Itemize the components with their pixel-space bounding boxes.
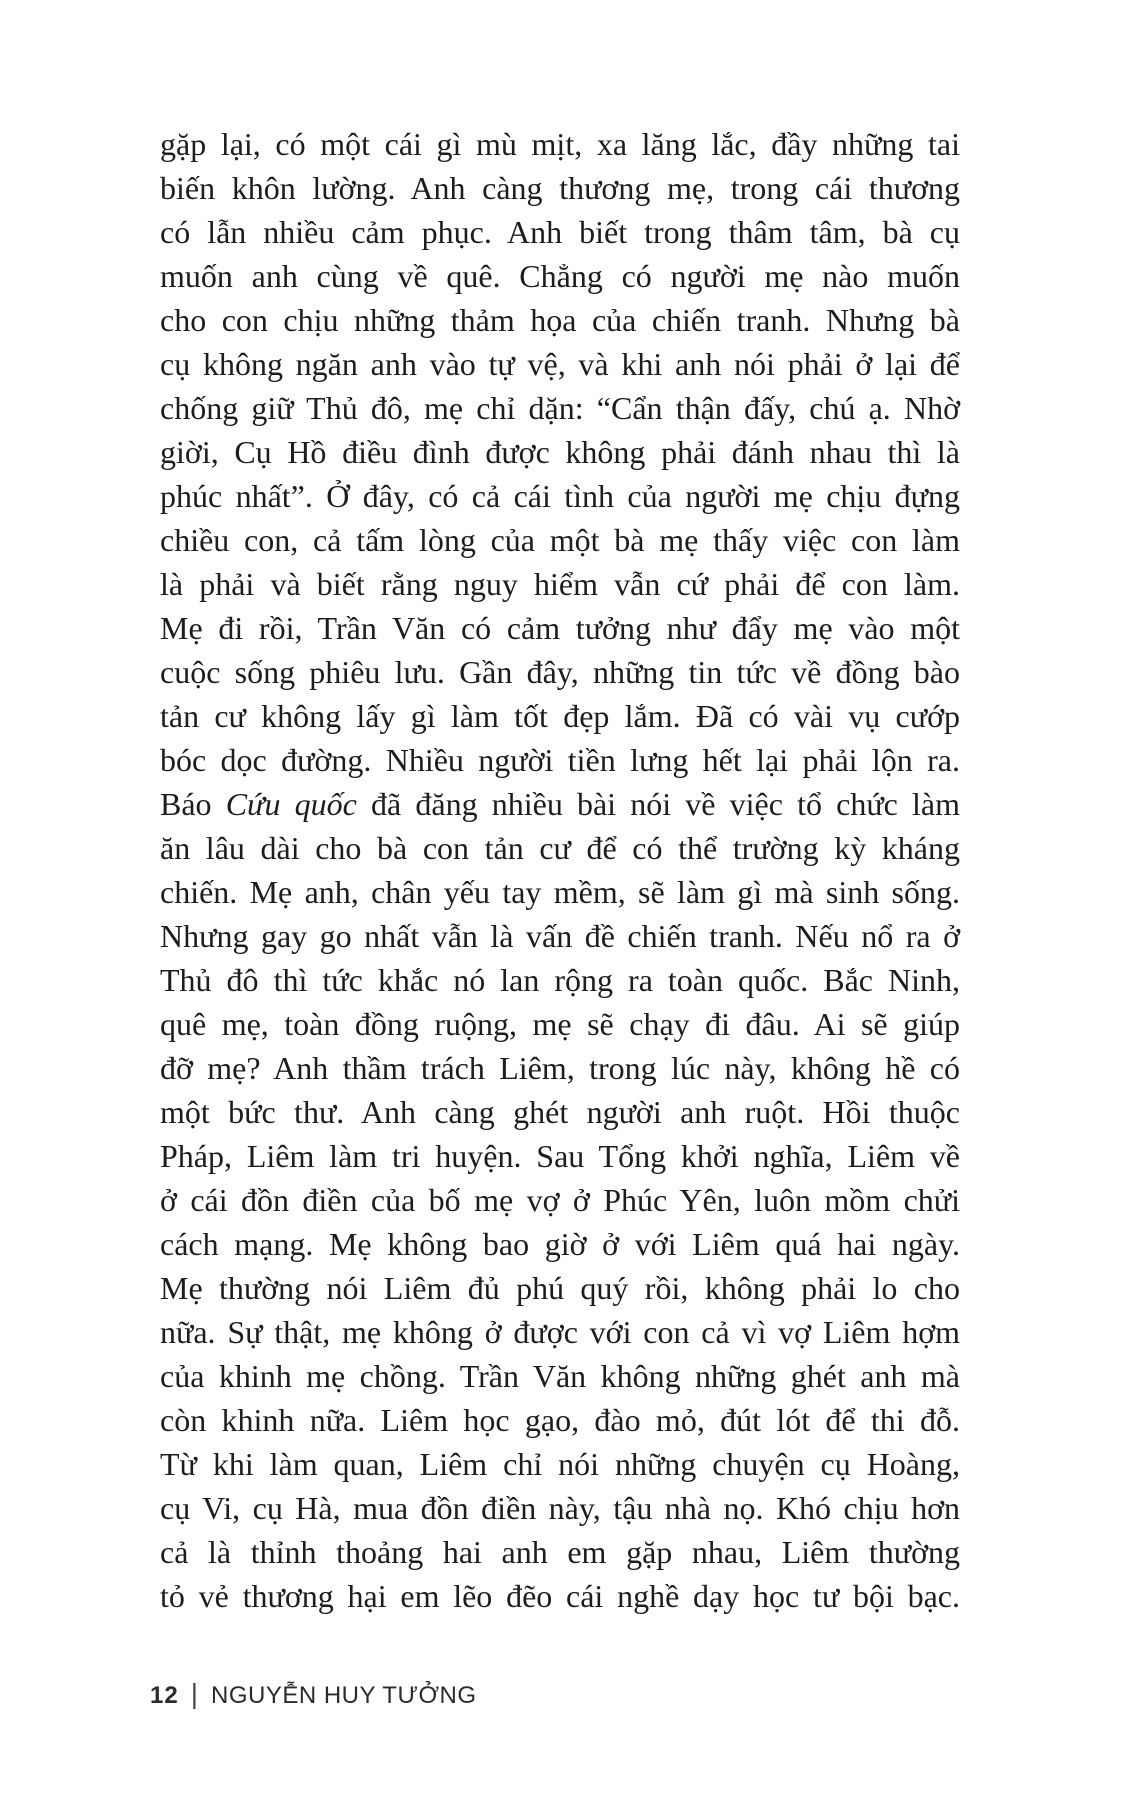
body-text-segment: chiến. Mẹ anh, chân yếu tay mềm, sẽ làm gì mà sinh sống. [160, 874, 960, 910]
running-footer-author: NGUYỄN HUY TƯỞNG [210, 1682, 477, 1709]
body-text-line [160, 1134, 960, 1178]
body-text-line [160, 1398, 960, 1442]
body-text-line [160, 430, 960, 474]
page-footer [150, 1678, 477, 1710]
body-text-line [160, 518, 960, 562]
body-text-line [160, 386, 960, 430]
body-text-segment: phúc nhất”. Ở đây, có cả cái tình của người mẹ chịu đựng [160, 478, 960, 514]
body-text-line [160, 1046, 960, 1090]
body-text-segment: đã đăng nhiều bài nói về việc tổ chức làm [356, 786, 961, 822]
body-text-segment: một bức thư. Anh càng ghét người anh ruột. Hồi thuộc [160, 1094, 960, 1130]
body-text-segment: ăn lâu dài cho bà con tản cư để có thể trường kỳ kháng [160, 830, 960, 866]
body-text-line [160, 1530, 960, 1574]
body-text-segment: gặp lại, có một cái gì mù mịt, xa lăng lắc, đầy những tai [160, 126, 960, 162]
body-text-line [160, 738, 960, 782]
body-text-line [160, 122, 960, 166]
body-text-line [160, 958, 960, 1002]
body-text-line [160, 1574, 960, 1618]
body-text-segment: cụ Vi, cụ Hà, mua đồn điền này, tậu nhà nọ. Khó chịu hơn [160, 1490, 960, 1526]
body-text-line [160, 1002, 960, 1046]
body-text-segment: đỡ mẹ? Anh thầm trách Liêm, trong lúc này, không hề có [160, 1050, 960, 1086]
body-text-segment: Báo [160, 786, 226, 822]
body-text-segment: quê mẹ, toàn đồng ruộng, mẹ sẽ chạy đi đâu. Ai sẽ giúp [160, 1006, 960, 1042]
body-text-italic-segment: Cứu quốc [225, 786, 357, 822]
body-text-segment: cụ không ngăn anh vào tự vệ, và khi anh nói phải ở lại để [160, 346, 960, 382]
body-text-line [160, 650, 960, 694]
body-text-line [160, 1486, 960, 1530]
body-text-line [160, 1090, 960, 1134]
body-text [160, 122, 960, 1618]
body-text-line [160, 562, 960, 606]
body-text-segment: Pháp, Liêm làm tri huyện. Sau Tổng khởi nghĩa, Liêm về [160, 1138, 960, 1174]
body-text-line [160, 210, 960, 254]
body-text-segment: Từ khi làm quan, Liêm chỉ nói những chuyện cụ Hoàng, [160, 1446, 960, 1482]
body-text-line [160, 870, 960, 914]
page-number: 12 [150, 1682, 179, 1709]
footer-divider: | [190, 1678, 198, 1709]
body-text-segment: ở cái đồn điền của bố mẹ vợ ở Phúc Yên, luôn mồm chửi [160, 1182, 960, 1218]
body-text-segment: còn khinh nữa. Liêm học gạo, đào mỏ, đút lót để thi đỗ. [160, 1402, 960, 1438]
body-text-segment: tản cư không lấy gì làm tốt đẹp lắm. Đã có vài vụ cướp [160, 698, 960, 734]
body-text-segment: nữa. Sự thật, mẹ không ở được với con cả vì vợ Liêm hợm [160, 1314, 960, 1350]
body-text-line [160, 1354, 960, 1398]
body-text-segment: Mẹ thường nói Liêm đủ phú quý rồi, không phải lo cho [160, 1270, 960, 1306]
body-text-segment: chống giữ Thủ đô, mẹ chỉ dặn: “Cẩn thận đấy, chú ạ. Nhờ [160, 390, 960, 426]
body-text-line [160, 606, 960, 650]
body-text-segment: cuộc sống phiêu lưu. Gần đây, những tin tức về đồng bào [160, 654, 960, 690]
body-text-segment: cả là thỉnh thoảng hai anh em gặp nhau, Liêm thường [160, 1534, 960, 1570]
body-text-segment: Thủ đô thì tức khắc nó lan rộng ra toàn quốc. Bắc Ninh, [160, 962, 960, 998]
body-text-line [160, 694, 960, 738]
body-text-segment: của khinh mẹ chồng. Trần Văn không những ghét anh mà [160, 1358, 960, 1394]
body-text-segment: cho con chịu những thảm họa của chiến tranh. Nhưng bà [160, 302, 960, 338]
body-text-line [160, 298, 960, 342]
body-text-line [160, 1178, 960, 1222]
body-text-line [160, 1310, 960, 1354]
body-text-line [160, 342, 960, 386]
body-text-segment: là phải và biết rằng nguy hiểm vẫn cứ phải để con làm. [160, 566, 960, 602]
body-text-segment: giời, Cụ Hồ điều đình được không phải đánh nhau thì là [160, 434, 960, 470]
body-text-segment: bóc dọc đường. Nhiều người tiền lưng hết lại phải lộn ra. [160, 742, 960, 778]
body-text-line [160, 782, 960, 826]
body-text-line [160, 1222, 960, 1266]
body-text-line [160, 474, 960, 518]
body-text-segment: cách mạng. Mẹ không bao giờ ở với Liêm quá hai ngày. [160, 1226, 960, 1262]
body-text-line [160, 254, 960, 298]
body-text-segment: Nhưng gay go nhất vẫn là vấn đề chiến tranh. Nếu nổ ra ở [160, 918, 960, 954]
body-text-line [160, 1266, 960, 1310]
body-text-segment: Mẹ đi rồi, Trần Văn có cảm tưởng như đẩy mẹ vào một [160, 610, 960, 646]
body-text-segment: muốn anh cùng về quê. Chẳng có người mẹ nào muốn [160, 258, 960, 294]
body-text-line [160, 826, 960, 870]
body-text-line [160, 1442, 960, 1486]
body-text-segment: chiều con, cả tấm lòng của một bà mẹ thấy việc con làm [160, 522, 960, 558]
body-text-segment: có lẫn nhiều cảm phục. Anh biết trong thâm tâm, bà cụ [160, 214, 960, 250]
body-text-segment: tỏ vẻ thương hại em lẽo đẽo cái nghề dạy học tư bội bạc. [160, 1578, 960, 1614]
body-text-line [160, 914, 960, 958]
body-text-segment: biến khôn lường. Anh càng thương mẹ, trong cái thương [160, 170, 960, 206]
body-text-line [160, 166, 960, 210]
